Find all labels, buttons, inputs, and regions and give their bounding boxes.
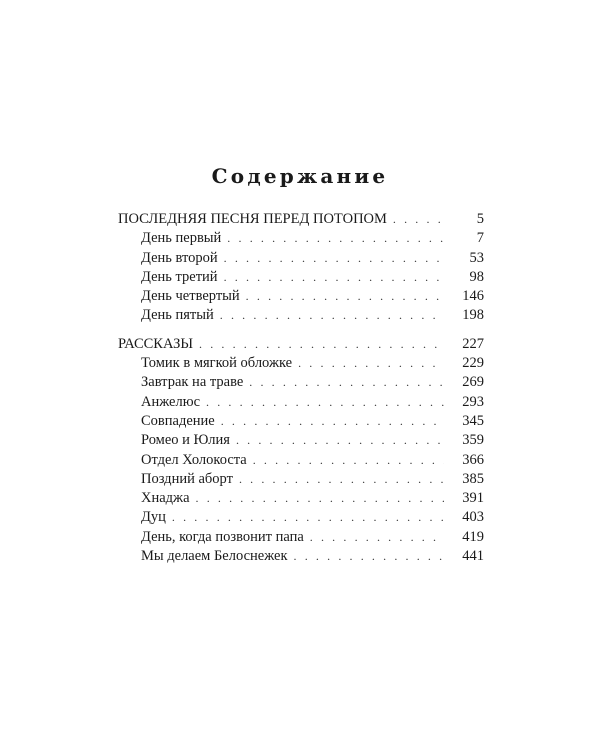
toc-page-number: 146 <box>462 288 484 305</box>
toc-heading-label: ПОСЛЕДНЯЯ ПЕСНЯ ПЕРЕД ПОТОПОМ <box>118 211 387 227</box>
toc-page-number: 345 <box>462 412 484 429</box>
page-title: Содержание <box>211 164 389 188</box>
toc-page-number: 359 <box>462 432 484 449</box>
toc-entry-row[interactable] <box>118 547 484 566</box>
toc-heading-label: РАССКАЗЫ <box>118 335 193 352</box>
toc-entry-row[interactable] <box>118 470 484 489</box>
toc-page-number: 229 <box>462 355 484 372</box>
toc-section-stories <box>118 335 484 567</box>
toc-entry-label: Совпадение <box>141 412 215 429</box>
toc-page-number: 98 <box>469 268 484 285</box>
toc-page-number: 441 <box>462 548 484 565</box>
toc-entry-row[interactable] <box>118 373 484 392</box>
toc-entry-label: День третий <box>141 268 218 285</box>
toc-entry-label: Завтрак на траве <box>141 374 244 391</box>
toc-entry-label: Томик в мягкой обложке <box>141 355 293 372</box>
toc-entry-row[interactable] <box>118 412 484 431</box>
dot-leader <box>236 431 444 450</box>
toc-heading-row[interactable] <box>118 210 484 229</box>
toc-page-number: 385 <box>462 470 484 487</box>
toc-entry-row[interactable] <box>118 306 484 325</box>
toc-page-number: 419 <box>462 528 484 545</box>
toc-page-number: 293 <box>462 393 484 410</box>
dot-leader <box>196 489 445 508</box>
dot-leader <box>224 249 444 268</box>
toc-entry-row[interactable] <box>118 229 484 248</box>
toc-entry-row[interactable] <box>118 489 484 508</box>
toc-entry-label: День пятый <box>141 307 214 324</box>
toc-section-last-song <box>118 210 484 326</box>
toc-entry-row[interactable] <box>118 249 484 268</box>
dot-leader <box>172 508 444 527</box>
dot-leader <box>199 335 444 354</box>
dot-leader <box>249 373 444 392</box>
toc-entry-row[interactable] <box>118 287 484 306</box>
toc-page-number: 5 <box>476 211 484 227</box>
dot-leader <box>206 393 444 412</box>
toc-page-number: 53 <box>469 249 484 266</box>
dot-leader <box>393 210 444 229</box>
toc-entry-row[interactable] <box>118 393 484 412</box>
toc-entry-row[interactable] <box>118 508 484 527</box>
toc-page-number: 269 <box>462 374 484 391</box>
dot-leader <box>246 287 444 306</box>
toc-entry-label: Поздний аборт <box>141 470 233 487</box>
toc-page-number: 403 <box>462 509 484 526</box>
toc-entry-row[interactable] <box>118 528 484 547</box>
toc-page-number: 366 <box>462 451 484 468</box>
toc-page-number: 198 <box>462 307 484 324</box>
dot-leader <box>224 268 444 287</box>
dot-leader <box>239 470 444 489</box>
toc-entry-label: Отдел Холокоста <box>141 451 247 468</box>
toc-entry-label: Мы делаем Белоснежек <box>141 548 288 565</box>
toc-page-number: 7 <box>476 230 484 247</box>
dot-leader <box>294 547 444 566</box>
table-of-contents <box>118 210 484 566</box>
toc-entry-label: День первый <box>141 230 222 247</box>
toc-entry-label: Дуц <box>141 509 166 526</box>
toc-page-number: 227 <box>462 335 484 352</box>
toc-entry-row[interactable] <box>118 431 484 450</box>
dot-leader <box>227 229 444 248</box>
dot-leader <box>221 412 444 431</box>
toc-entry-label: Хнаджа <box>141 490 190 507</box>
dot-leader <box>298 354 444 373</box>
toc-entry-label: Ромео и Юлия <box>141 432 230 449</box>
toc-heading-row[interactable] <box>118 335 484 354</box>
dot-leader <box>220 306 444 325</box>
toc-entry-label: День второй <box>141 249 218 266</box>
toc-entry-row[interactable] <box>118 451 484 470</box>
toc-entry-row[interactable] <box>118 268 484 287</box>
toc-entry-label: День четвертый <box>141 288 240 305</box>
toc-entry-label: Анжелюс <box>141 393 200 410</box>
toc-entry-row[interactable] <box>118 354 484 373</box>
toc-page-number: 391 <box>462 490 484 507</box>
dot-leader <box>310 528 444 547</box>
toc-entry-label: День, когда позвонит папа <box>141 528 304 545</box>
dot-leader <box>253 451 444 470</box>
